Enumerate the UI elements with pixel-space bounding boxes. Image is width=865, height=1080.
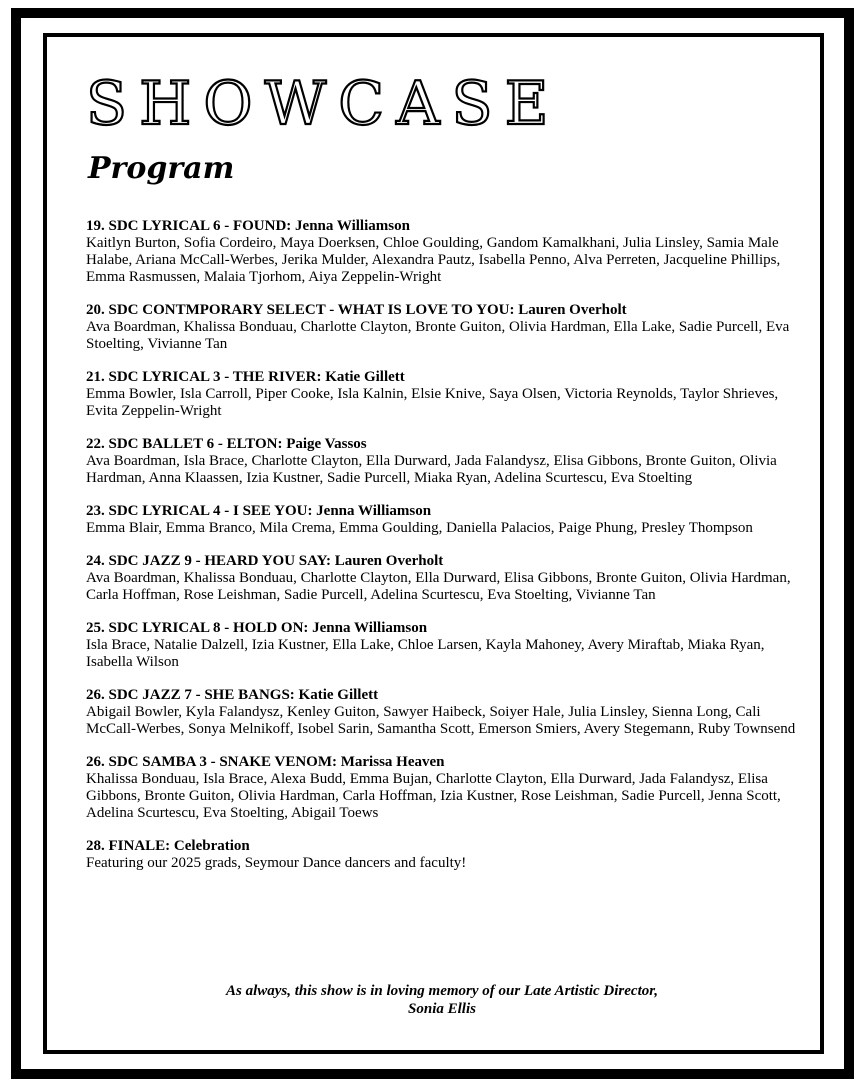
program-item-heading: 26. SDC SAMBA 3 - SNAKE VENOM: Marissa Heaven — [86, 754, 445, 770]
program-item-heading: 21. SDC LYRICAL 3 - THE RIVER: Katie Gillett — [86, 369, 405, 385]
program-item-dancers: Ava Boardman, Khalissa Bonduau, Charlotte Clayton, Bronte Guiton, Olivia Hardman, Ella Lake, Sadie Purcell, Eva Stoelting, Vivianne Tan — [86, 319, 790, 352]
program-item-heading: 23. SDC LYRICAL 4 - I SEE YOU: Jenna Williamson — [86, 503, 432, 519]
program-item-dancers: Kaitlyn Burton, Sofia Cordeiro, Maya Doerksen, Chloe Goulding, Gandom Kamalkhani, Julia Linsley, Samia Male Halabe, Ariana McCall-Werbes, Jerika Mulder, Alexandra Pautz, Isabella Penno, Alva Perreten, Jacqueline Phillips, — [86, 235, 781, 268]
memorial-line-2: Sonia Ellis — [408, 1001, 476, 1017]
program-item — [86, 503, 804, 537]
program-item — [86, 218, 804, 286]
program-item-dancers: Ava Boardman, Khalissa Bonduau, Charlotte Clayton, Ella Durward, Elisa Gibbons, Bronte Guiton, Olivia Hardman, Carla Hoffman, Rose Leishman, Sadie Purcell, Adelina Scurtescu, Eva Stoelting, Vivianne Tan — [86, 570, 791, 603]
program-item — [86, 620, 804, 671]
program-item-heading: 24. SDC JAZZ 9 - HEARD YOU SAY: Lauren Overholt — [86, 553, 444, 569]
program-item-dancers: Emma Bowler, Isla Carroll, Piper Cooke, Isla Kalnin, Elsie Knive, Saya Olsen, Victoria Reynolds, Taylor Shrieves, Evita Zeppelin-Wright — [86, 386, 779, 419]
program-item — [86, 687, 804, 738]
memorial-note — [86, 982, 798, 1018]
program-item-dancers: Emma Rasmussen, Malaia Tjorhom, Aiya Zeppelin-Wright — [86, 269, 442, 285]
program-list — [86, 218, 804, 888]
program-item — [86, 838, 804, 872]
program-item — [86, 436, 804, 487]
program-item-heading: 25. SDC LYRICAL 8 - HOLD ON: Jenna Williamson — [86, 620, 428, 636]
program-item — [86, 302, 804, 353]
program-item-dancers: Abigail Bowler, Kyla Falandysz, Kenley Guiton, Sawyer Haibeck, Soiyer Hale, Julia Linsley, Sienna Long, Cali McCall-Werbes, Sonya Melnikoff, Isobel Sarin, Samantha Scott, Emerson Smiers, Avery Stegemann, Ruby Townsend — [86, 704, 796, 737]
memorial-line-1: As always, this show is in loving memory of our Late Artistic Director, — [226, 983, 658, 999]
program-item-heading: 19. SDC LYRICAL 6 - FOUND: Jenna Williamson — [86, 218, 410, 234]
program-subtitle: Program — [88, 151, 235, 186]
showcase-title: SHOWCASE — [86, 69, 561, 139]
program-item-dancers: Ava Boardman, Isla Brace, Charlotte Clayton, Ella Durward, Jada Falandysz, Elisa Gibbons, Bronte Guiton, Olivia Hardman, Anna Klaassen, Izia Kustner, Sadie Purcell, Miaka Ryan, Adelina Scurtescu, Eva Stoelting — [86, 453, 777, 486]
program-item — [86, 553, 804, 604]
program-item-dancers: Emma Blair, Emma Branco, Mila Crema, Emma Goulding, Daniella Palacios, Paige Phung, Presley Thompson — [86, 520, 753, 536]
program-item-dancers: Featuring our 2025 grads, Seymour Dance dancers and faculty! — [86, 855, 467, 871]
program-item-dancers: Isla Brace, Natalie Dalzell, Izia Kustner, Ella Lake, Chloe Larsen, Kayla Mahoney, Avery Miraftab, Miaka Ryan, Isabella Wilson — [86, 637, 765, 670]
program-item — [86, 754, 804, 822]
program-item-heading: 26. SDC JAZZ 7 - SHE BANGS: Katie Gillett — [86, 687, 379, 703]
program-item-heading: 22. SDC BALLET 6 - ELTON: Paige Vassos — [86, 436, 367, 452]
program-item-heading: 28. FINALE: Celebration — [86, 838, 250, 854]
program-item-heading: 20. SDC CONTMPORARY SELECT - WHAT IS LOVE TO YOU: Lauren Overholt — [86, 302, 627, 318]
program-item-dancers: Khalissa Bonduau, Isla Brace, Alexa Budd, Emma Bujan, Charlotte Clayton, Ella Durward, Jada Falandysz, Elisa Gibbons, Bronte Guiton, Olivia Hardman, Carla Hoffman, Izia Kustner, Rose Leishman, Sadie Purcell, Jenna Scott, Adelina Scurtescu, Eva Stoelting, Abigail Toews — [86, 771, 781, 821]
program-item — [86, 369, 804, 420]
